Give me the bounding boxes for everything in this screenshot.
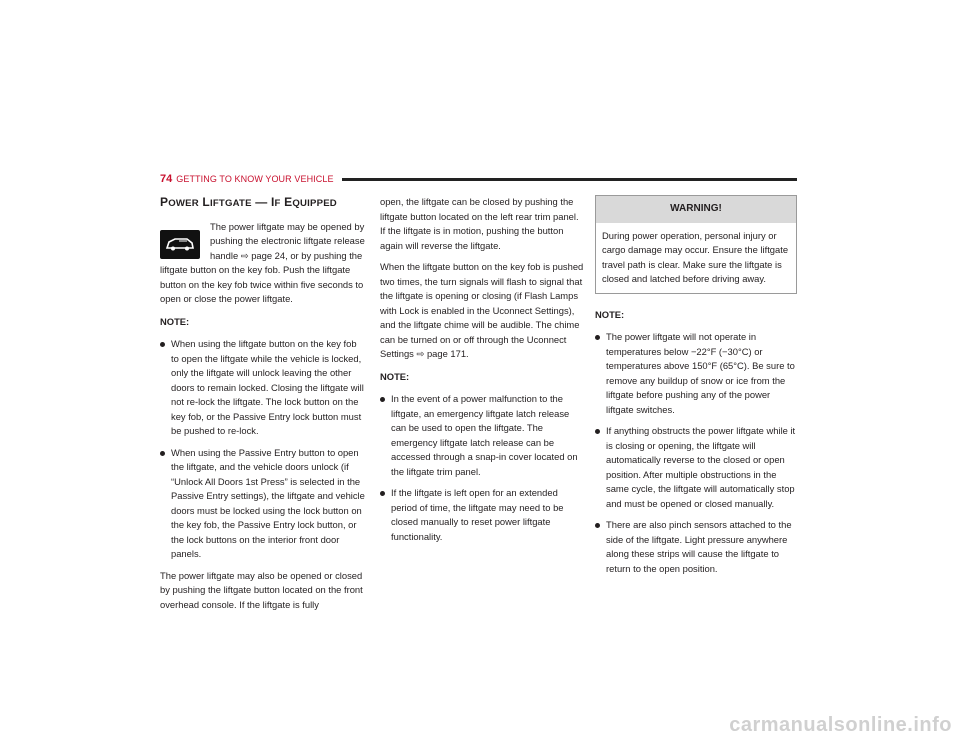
list-item: In the event of a power malfunction to the liftgate, an emergency liftgate latch release can be used to open the liftgate. The emergency liftgate latch release can be accessed through a snap-in cover located on the liftgate trim panel. — [380, 392, 585, 479]
column-3 — [595, 195, 797, 583]
page-header — [160, 171, 797, 187]
footer — [0, 708, 960, 742]
note-list-2 — [380, 392, 585, 544]
column-1 — [160, 195, 366, 619]
list-item: When using the Passive Entry button to open the liftgate, and the vehicle doors unlock (if “Unlock All Doors 1st Press” is selected in the Passive Entry settings), the liftgate and vehicle doors must be locked using the lock button on the key fob, the Passive Entry lock button, or the lock buttons on the interior front door panels. — [160, 446, 366, 562]
watermark: carmanualsonline.info — [729, 713, 952, 736]
list-item: There are also pinch sensors attached to the side of the liftgate. Light pressure anywhere along these strips will cause the liftgate to return to the open position. — [595, 518, 797, 576]
list-item: When using the liftgate button on the key fob to open the liftgate while the vehicle is locked, only the liftgate will unlock leaving the other doors to remain locked. Closing the liftgate will not re-lock the liftgate. The lock button on the key fob, or the Passive Entry lock button must be pushed to re-lock. — [160, 337, 366, 439]
list-item: If anything obstructs the power liftgate while it is closing or opening, the liftgate will automatically reverse to the closed or open position. After multiple obstructions in the same cycle, the liftgate will automatically stop and must be opened or closed manually. — [595, 424, 797, 511]
note-list-3 — [595, 330, 797, 576]
page-number: 74 — [160, 173, 173, 185]
intro-paragraph: The power liftgate may be opened by pushing the electronic liftgate release handle ⇨ page 24, or by pushing the liftgate button on the key fob. Push the liftgate button on the key fob twice within five seconds to open or close the power liftgate. — [160, 220, 365, 304]
note-label: NOTE: — [160, 315, 190, 327]
overhead-paragraph-start: The power liftgate may also be opened or closed by pushing the liftgate button located on the front overhead console. If the liftgate is fully — [160, 569, 363, 610]
overhead-paragraph-end: open, the liftgate can be closed by pushing the liftgate button located on the left rear trim panel. If the liftgate is in motion, pushing the button again will reverse the liftgate. — [380, 196, 579, 251]
column-2 — [380, 195, 585, 551]
note-label: NOTE: — [380, 370, 410, 382]
key-fob-twice-paragraph: When the liftgate button on the key fob is pushed two times, the turn signals will flash to signal that the liftgate is opening or closing (if Flash Lamps with Lock is enabled in the Uconnect Settings), and the liftgate chime will be audible. The chime can be turned on or off through the Uconnect Settings ⇨ page 171. — [380, 261, 584, 359]
note-label: NOTE: — [595, 308, 625, 320]
intro-block — [160, 220, 366, 307]
list-item: If the liftgate is left open for an extended period of time, the liftgate may need to be closed manually to reset power liftgate functionality. — [380, 486, 585, 544]
warning-box — [595, 195, 797, 294]
note-list-1 — [160, 337, 366, 562]
warning-title: WARNING! — [596, 196, 796, 223]
liftgate-icon — [160, 230, 200, 259]
warning-body: During power operation, personal injury or cargo damage may occur. Ensure the liftgate travel path is clear. Make sure the liftgate is closed and latched before driving away. — [602, 229, 789, 284]
header-rule — [342, 178, 797, 181]
list-item: The power liftgate will not operate in temperatures below −22°F (−30°C) or temperatures above 150°F (65°C). Be sure to remove any buildup of snow or ice from the liftgate before pushing any of the power liftgate switches. — [595, 330, 797, 417]
section-title: POWER LIFTGATE — IF EQUIPPED — [160, 195, 337, 209]
chapter-title: GETTING TO KNOW YOUR VEHICLE — [176, 174, 334, 184]
